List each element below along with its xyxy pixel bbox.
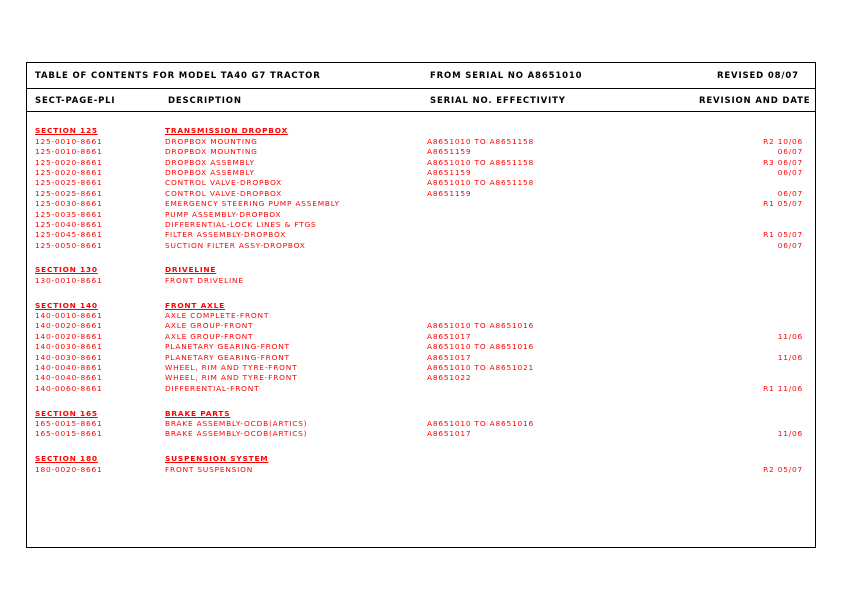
cell-description: AXLE GROUP-FRONT [165, 321, 254, 331]
cell-serial-effectivity: A8651010 TO A8651158 [427, 178, 534, 188]
revised-label: REVISED 08/07 [717, 71, 799, 81]
column-header-description: DESCRIPTION [168, 96, 242, 106]
section-number: SECTION 130 [35, 265, 98, 275]
cell-description: BRAKE ASSEMBLY-OCDB(ARTICS) [165, 429, 308, 439]
cell-serial-effectivity: A8651159 [427, 188, 472, 198]
cell-revision-date: 06/07 [777, 167, 803, 177]
cell-description: WHEEL, RIM AND TYRE-FRONT [165, 373, 298, 383]
cell-description: PUMP ASSEMBLY-DROPBOX [165, 209, 282, 219]
table-row [27, 465, 815, 475]
section-number: SECTION 165 [35, 408, 98, 418]
table-row [27, 137, 815, 147]
cell-description: BRAKE ASSEMBLY-OCDB(ARTICS) [165, 418, 308, 428]
cell-description: DROPBOX ASSEMBLY [165, 157, 255, 167]
section-number: SECTION 180 [35, 454, 98, 464]
cell-revision-date: R2 10/06 [763, 136, 803, 146]
cell-sect-page-pli: 125-0020-8661 [35, 167, 103, 177]
section-heading-row [27, 450, 815, 464]
cell-description: CONTROL VALVE-DROPBOX [165, 178, 283, 188]
cell-description: DIFFERENTIAL-LOCK LINES & FTGS [165, 219, 317, 229]
cell-serial-effectivity: A8651010 TO A8651016 [427, 418, 534, 428]
cell-serial-effectivity: A8651017 [427, 331, 472, 341]
cell-revision-date: 11/06 [777, 352, 803, 362]
section-number: SECTION 140 [35, 300, 98, 310]
cell-sect-page-pli: 165-0015-8661 [35, 429, 103, 439]
cell-sect-page-pli: 130-0010-8661 [35, 275, 103, 285]
row-spacer [27, 440, 815, 450]
section-heading-row [27, 122, 815, 136]
table-row [27, 168, 815, 178]
table-row [27, 332, 815, 342]
table-row [27, 353, 815, 363]
cell-description: DROPBOX MOUNTING [165, 147, 258, 157]
cell-sect-page-pli: 180-0020-8661 [35, 464, 103, 474]
cell-sect-page-pli: 125-0010-8661 [35, 136, 103, 146]
cell-serial-effectivity: A8651017 [427, 352, 472, 362]
column-header-sect: SECT-PAGE-PLI [35, 96, 116, 106]
cell-sect-page-pli: 125-0020-8661 [35, 157, 103, 167]
cell-sect-page-pli: 125-0035-8661 [35, 209, 103, 219]
cell-sect-page-pli: 125-0050-8661 [35, 240, 103, 250]
cell-sect-page-pli: 125-0025-8661 [35, 178, 103, 188]
section-heading-row [27, 297, 815, 311]
table-row [27, 199, 815, 209]
section-name: SUSPENSION SYSTEM [165, 454, 269, 464]
table-row [27, 189, 815, 199]
table-row [27, 158, 815, 168]
cell-revision-date: 11/06 [777, 429, 803, 439]
column-header-effectivity: SERIAL NO. EFFECTIVITY [430, 96, 566, 106]
table-row [27, 429, 815, 439]
cell-sect-page-pli: 125-0025-8661 [35, 188, 103, 198]
column-header-row [27, 89, 815, 112]
table-row [27, 230, 815, 240]
cell-revision-date: 06/07 [777, 188, 803, 198]
cell-sect-page-pli: 125-0010-8661 [35, 147, 103, 157]
row-spacer [27, 394, 815, 404]
contents-body [27, 112, 815, 549]
contents-sheet [26, 62, 816, 548]
table-row [27, 276, 815, 286]
table-row [27, 373, 815, 383]
table-row [27, 220, 815, 230]
cell-description: SUCTION FILTER ASSY-DROPBOX [165, 240, 306, 250]
table-row [27, 241, 815, 251]
cell-serial-effectivity: A8651010 TO A8651016 [427, 321, 534, 331]
section-name: DRIVELINE [165, 265, 217, 275]
section-heading-row [27, 405, 815, 419]
row-spacer [27, 112, 815, 122]
sheet-title-row [27, 63, 815, 89]
cell-description: FILTER ASSEMBLY-DROPBOX [165, 230, 287, 240]
cell-revision-date: R1 05/07 [763, 230, 803, 240]
cell-description: PLANETARY GEARING-FRONT [165, 342, 290, 352]
cell-description: AXLE GROUP-FRONT [165, 331, 254, 341]
table-row [27, 210, 815, 220]
table-row [27, 321, 815, 331]
serial-from-label: FROM SERIAL NO A8651010 [430, 71, 583, 81]
cell-revision-date: R1 05/07 [763, 199, 803, 209]
cell-revision-date: 11/06 [777, 331, 803, 341]
cell-description: FRONT DRIVELINE [165, 275, 244, 285]
cell-description: DIFFERENTIAL-FRONT [165, 383, 260, 393]
cell-sect-page-pli: 125-0045-8661 [35, 230, 103, 240]
cell-serial-effectivity: A8651010 TO A8651021 [427, 362, 534, 372]
cell-serial-effectivity: A8651017 [427, 429, 472, 439]
cell-sect-page-pli: 140-0030-8661 [35, 352, 103, 362]
cell-serial-effectivity: A8651022 [427, 373, 472, 383]
cell-serial-effectivity: A8651159 [427, 147, 472, 157]
cell-serial-effectivity: A8651010 TO A8651158 [427, 157, 534, 167]
section-name: FRONT AXLE [165, 300, 225, 310]
cell-description: WHEEL, RIM AND TYRE-FRONT [165, 362, 298, 372]
table-row [27, 342, 815, 352]
cell-description: AXLE COMPLETE-FRONT [165, 311, 270, 321]
cell-serial-effectivity: A8651010 TO A8651158 [427, 136, 534, 146]
cell-revision-date: R2 05/07 [763, 464, 803, 474]
cell-sect-page-pli: 140-0030-8661 [35, 342, 103, 352]
cell-revision-date: R1 11/06 [763, 383, 803, 393]
cell-sect-page-pli: 140-0060-8661 [35, 383, 103, 393]
cell-description: EMERGENCY STEERING PUMP ASSEMBLY [165, 199, 340, 209]
cell-description: FRONT SUSPENSION [165, 464, 254, 474]
table-row [27, 419, 815, 429]
table-row [27, 363, 815, 373]
cell-revision-date: 06/07 [777, 147, 803, 157]
cell-sect-page-pli: 165-0015-8661 [35, 418, 103, 428]
row-spacer [27, 286, 815, 296]
cell-sect-page-pli: 140-0020-8661 [35, 331, 103, 341]
cell-sect-page-pli: 125-0040-8661 [35, 219, 103, 229]
cell-sect-page-pli: 140-0040-8661 [35, 362, 103, 372]
table-row [27, 311, 815, 321]
section-number: SECTION 125 [35, 126, 98, 136]
table-row [27, 384, 815, 394]
cell-description: CONTROL VALVE-DROPBOX [165, 188, 283, 198]
section-name: TRANSMISSION DROPBOX [165, 126, 289, 136]
cell-description: PLANETARY GEARING-FRONT [165, 352, 290, 362]
cell-serial-effectivity: A8651159 [427, 167, 472, 177]
row-spacer [27, 251, 815, 261]
cell-serial-effectivity: A8651010 TO A8651016 [427, 342, 534, 352]
table-row [27, 178, 815, 188]
table-row [27, 147, 815, 157]
cell-revision-date: R3 06/07 [763, 157, 803, 167]
section-name: BRAKE PARTS [165, 408, 231, 418]
column-header-revision: REVISION AND DATE [699, 96, 811, 106]
cell-sect-page-pli: 125-0030-8661 [35, 199, 103, 209]
page-title: TABLE OF CONTENTS FOR MODEL TA40 G7 TRACTOR [35, 71, 321, 81]
cell-sect-page-pli: 140-0040-8661 [35, 373, 103, 383]
cell-description: DROPBOX ASSEMBLY [165, 167, 255, 177]
cell-sect-page-pli: 140-0020-8661 [35, 321, 103, 331]
cell-description: DROPBOX MOUNTING [165, 136, 258, 146]
cell-sect-page-pli: 140-0010-8661 [35, 311, 103, 321]
section-heading-row [27, 261, 815, 275]
cell-revision-date: 06/07 [777, 240, 803, 250]
